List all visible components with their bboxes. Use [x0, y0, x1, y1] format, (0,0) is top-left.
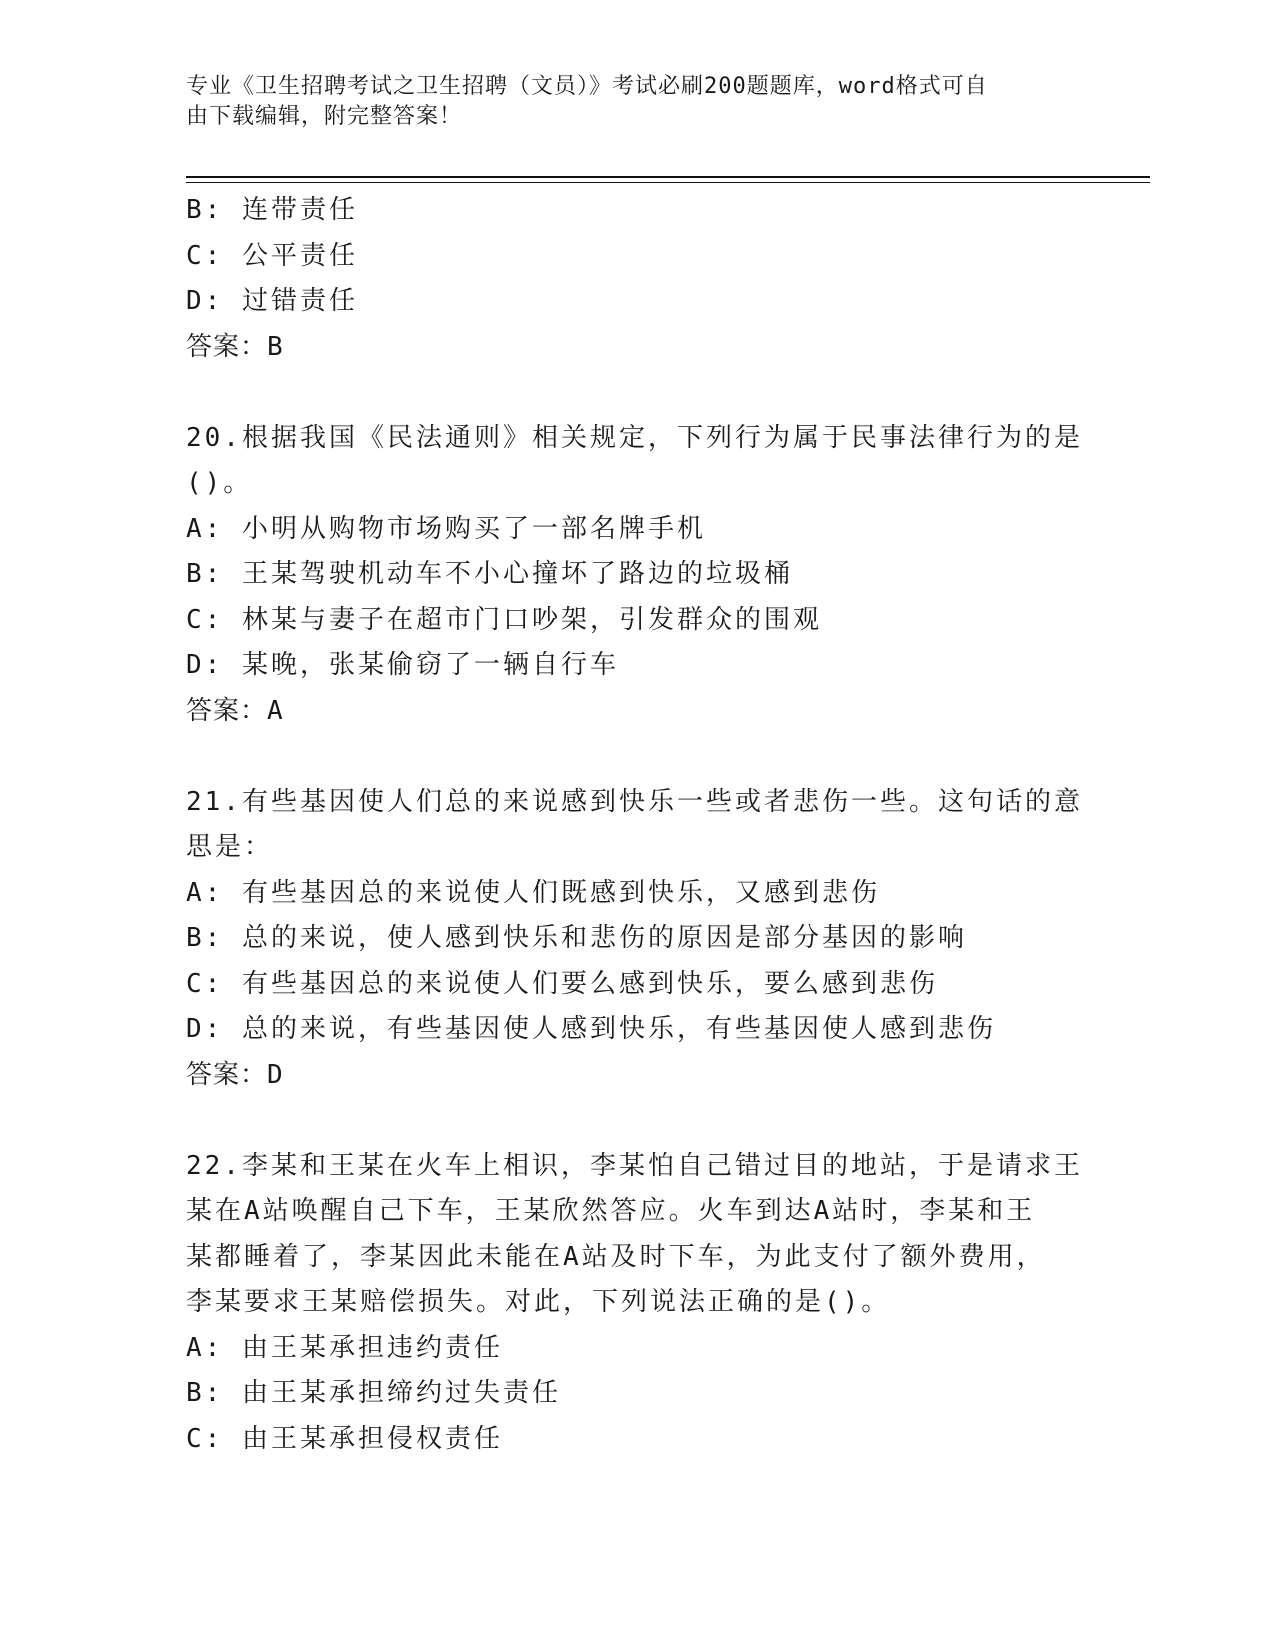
question-text: 某都睡着了，李某因此未能在A站及时下车，为此支付了额外费用，	[186, 1241, 1046, 1272]
question-21	[186, 780, 1086, 1099]
question-gap	[186, 370, 1086, 416]
option-a: A: 由王某承担违约责任	[186, 1332, 503, 1363]
option-c: C: 公平责任	[186, 240, 358, 271]
option-c: C: 有些基因总的来说使人们要么感到快乐，要么感到悲伤	[186, 968, 938, 999]
option-c: C: 由王某承担侵权责任	[186, 1423, 503, 1454]
question-text: 思是：	[186, 832, 274, 862]
question-text: 21.有些基因使人们总的来说感到快乐一些或者悲伤一些。这句话的意	[186, 786, 1083, 817]
question-text: 李某要求王某赔偿损失。对此，下列说法正确的是()。	[186, 1287, 891, 1317]
option-b: B: 总的来说，使人感到快乐和悲伤的原因是部分基因的影响	[186, 923, 967, 953]
question-text: 22.李某和王某在火车上相识，李某怕自己错过目的地站，于是请求王	[186, 1150, 1083, 1181]
option-a: A: 有些基因总的来说使人们既感到快乐，又感到悲伤	[186, 877, 880, 908]
header-divider-thin	[186, 182, 1150, 183]
question-text: ()。	[186, 468, 253, 498]
header-line: 由下载编辑，附完整答案！	[186, 104, 463, 129]
question-20	[186, 416, 1086, 735]
question-text: 某在A站唤醒自己下车，王某欣然答应。火车到达A站时，李某和王	[186, 1196, 1036, 1226]
answer-label: 答案：A	[186, 695, 284, 726]
question-gap	[186, 734, 1086, 780]
option-d: D: 总的来说，有些基因使人感到快乐，有些基因使人感到悲伤	[186, 1014, 996, 1044]
header-line: 专业《卫生招聘考试之卫生招聘（文员）》考试必刷200题题库，word格式可自	[186, 74, 988, 99]
question-text: 20.根据我国《民法通则》相关规定，下列行为属于民事法律行为的是	[186, 422, 1083, 453]
answer-label: 答案：B	[186, 331, 284, 362]
option-b: B: 由王某承担缔约过失责任	[186, 1378, 561, 1408]
option-d: D: 过错责任	[186, 286, 358, 316]
option-d: D: 某晚，张某偷窃了一辆自行车	[186, 650, 619, 680]
page-header	[186, 72, 1066, 132]
question-19-continuation	[186, 188, 1086, 370]
question-list	[186, 188, 1086, 1462]
answer-label: 答案：D	[186, 1059, 284, 1090]
option-b: B: 连带责任	[186, 195, 358, 225]
header-divider	[186, 176, 1150, 178]
option-c: C: 林某与妻子在超市门口吵架，引发群众的围观	[186, 604, 822, 635]
option-b: B: 王某驾驶机动车不小心撞坏了路边的垃圾桶	[186, 559, 793, 589]
question-gap	[186, 1098, 1086, 1144]
option-a: A: 小明从购物市场购买了一部名牌手机	[186, 513, 706, 544]
question-22	[186, 1144, 1086, 1463]
